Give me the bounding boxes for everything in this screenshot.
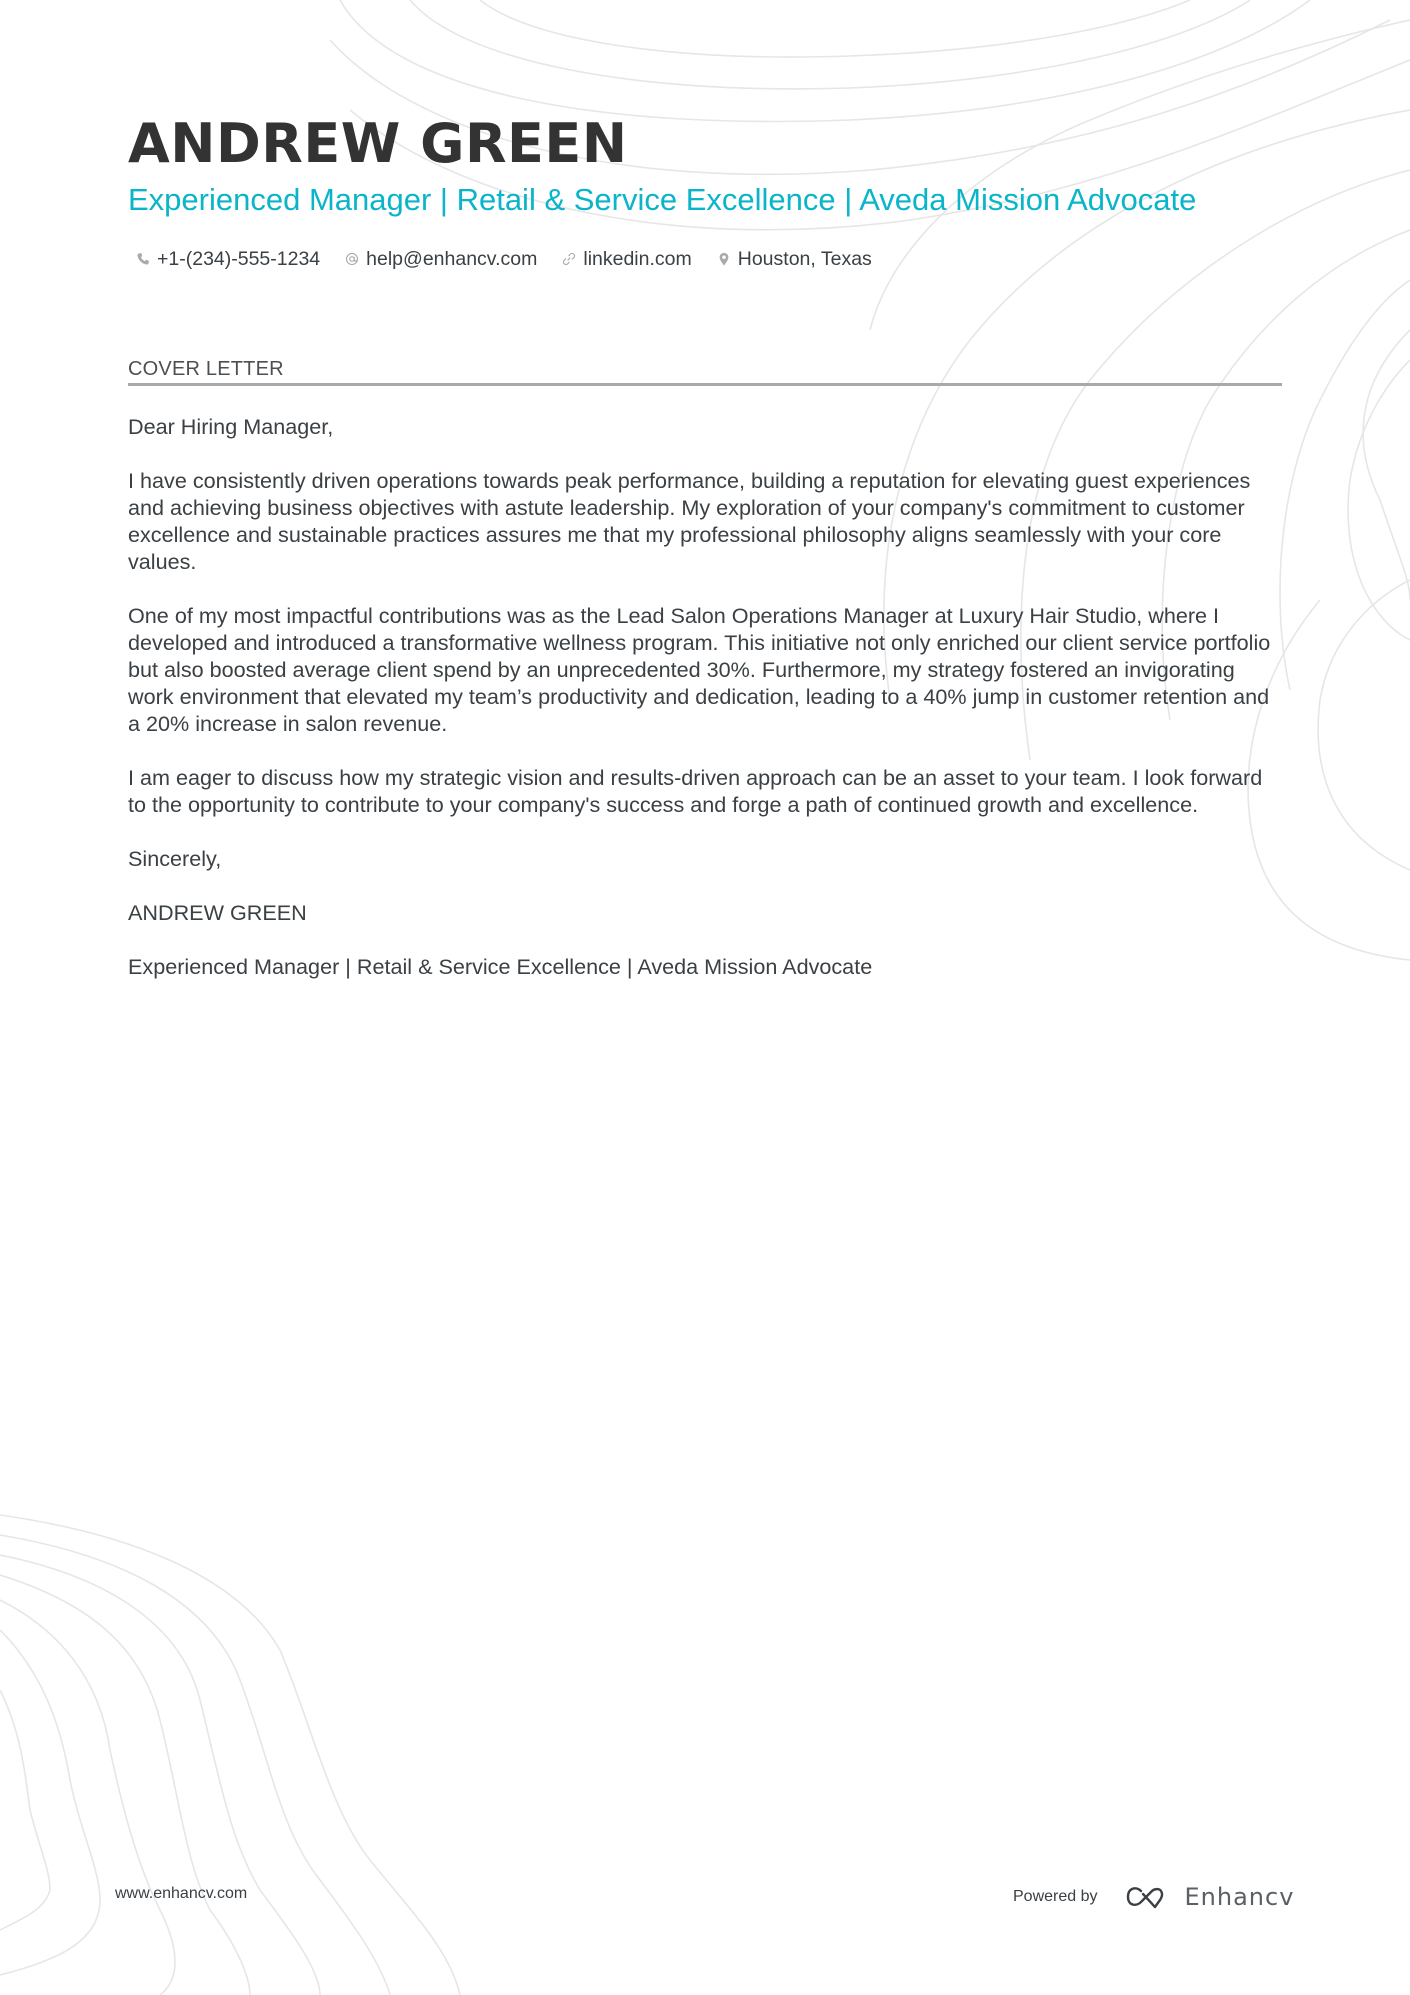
footer-powered-by[interactable]: [1013, 1883, 1294, 1911]
contact-phone-text: +1-(234)-555-1234: [157, 248, 321, 270]
powered-by-label: Powered by: [1013, 1888, 1098, 1905]
contact-linkedin[interactable]: [562, 246, 691, 272]
location-pin-icon: [717, 251, 731, 267]
enhancv-brand-name: Enhancv: [1184, 1883, 1295, 1911]
letter-paragraph: I am eager to discuss how my strategic vision and results-driven approach can be an asset to your team. I look forward to the opportunity to contribute to your company's success and forge a path of continued growth and excellence.: [128, 765, 1263, 817]
letter-greeting: Dear Hiring Manager,: [128, 414, 334, 439]
letter-signature-name: ANDREW GREEN: [128, 900, 307, 925]
section-title: COVER LETTER: [128, 358, 284, 380]
letter-paragraph: One of my most impactful contributions was as the Lead Salon Operations Manager at Luxury Hair Studio, where I developed and introduced a transformative wellness program. This initiative not only enriched our client service portfolio but also boosted average client spend by an unprecedented 30%. Furthermore, my strategy fostered an invigorating work environment that elevated my team’s productivity and dedication, leading to a 40% jump in customer retention and a 20% increase in salon revenue.: [128, 603, 1271, 736]
letter-signature-title: Experienced Manager | Retail & Service Excellence | Aveda Mission Advocate: [128, 954, 873, 979]
at-icon: [345, 251, 359, 267]
letter-paragraph: I have consistently driven operations towards peak performance, building a reputation for elevating guest experiences and achieving business objectives with astute leadership. My exploration of your company's commitment to customer excellence and sustainable practices assures me that my professional philosophy aligns seamlessly with your core values.: [128, 468, 1251, 574]
candidate-name: ANDREW GREEN: [128, 112, 628, 175]
contact-email[interactable]: [345, 246, 537, 272]
letter-body: [128, 413, 1282, 1007]
letter-closing: Sincerely,: [128, 846, 222, 871]
footer-website-link[interactable]: www.enhancv.com: [115, 1885, 248, 1902]
contact-location: [717, 246, 872, 272]
enhancv-logo-icon: [1126, 1885, 1174, 1909]
decorative-contour-bottom-left: [0, 1490, 470, 1995]
phone-icon: [136, 251, 150, 267]
contact-email-text: help@enhancv.com: [366, 248, 538, 270]
contact-phone[interactable]: [136, 246, 320, 272]
link-icon: [562, 251, 576, 267]
contact-location-text: Houston, Texas: [737, 248, 872, 270]
contact-row: [136, 246, 897, 272]
contact-linkedin-text: linkedin.com: [583, 248, 692, 270]
candidate-headline: Experienced Manager | Retail & Service Excellence | Aveda Mission Advocate: [128, 182, 1197, 217]
section-divider: [128, 383, 1282, 386]
